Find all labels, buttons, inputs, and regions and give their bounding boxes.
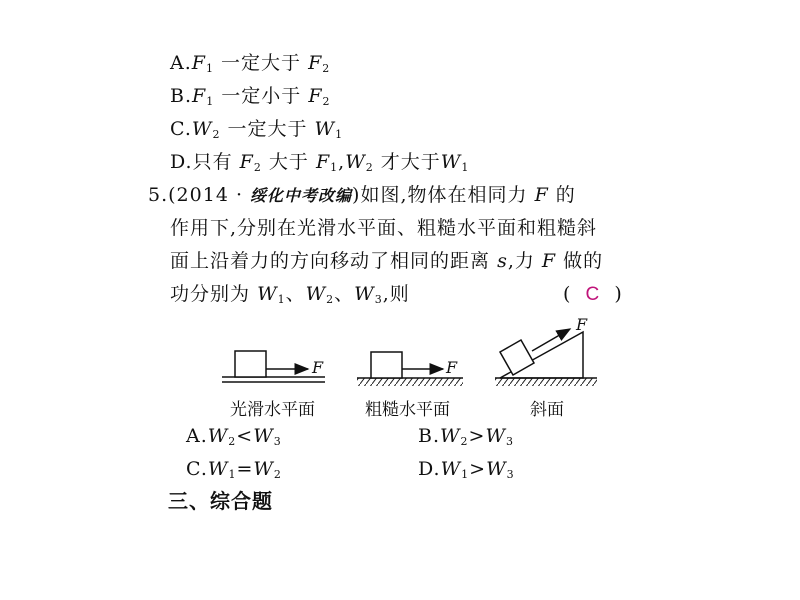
- smooth-surface-diagram: [222, 351, 325, 382]
- incline-ground-hatch: [495, 378, 597, 386]
- question-5-line-4: 功分别为 $W_1$、$W_2$、$W_3$,则: [170, 283, 410, 306]
- question-5-line-1: 5.(2014 · 绥化中考改编)如图,物体在相同力 F 的: [148, 184, 576, 206]
- answer-letter: C: [585, 284, 601, 305]
- force-label-smooth: F: [312, 358, 324, 377]
- option-4c: $C.W_2$ 一定大于 $W_1$: [170, 118, 344, 141]
- block-incline: [500, 340, 534, 375]
- block-rough: [371, 352, 402, 378]
- option-5c: $C.W_1=W_2$: [186, 458, 282, 481]
- section-heading: 三、综合题: [168, 489, 273, 513]
- force-label-incline: F: [576, 315, 588, 334]
- caption-incline: 斜面: [530, 400, 564, 420]
- block-smooth: [235, 351, 266, 377]
- force-arrow-incline: [532, 329, 570, 351]
- option-5b: $B.W_2>W_3$: [418, 425, 514, 448]
- option-5a: $A.W_2<W_3$: [186, 425, 282, 448]
- question-5-line-2: 作用下,分别在光滑水平面、粗糙水平面和粗糙斜: [170, 217, 598, 239]
- question-number: 5.: [148, 184, 169, 206]
- rough-surface-hatch: [357, 378, 463, 386]
- incline-diagram: [495, 329, 597, 386]
- option-4b: $B.F_1$ 一定小于 $F_2$: [170, 85, 331, 108]
- caption-smooth: 光滑水平面: [230, 400, 315, 420]
- source-label: 绥化中考改编: [250, 186, 353, 205]
- option-5d: $D.W_1>W_3$: [418, 458, 515, 481]
- force-label-rough: F: [446, 358, 458, 377]
- answer-bracket: ( C ): [563, 283, 623, 305]
- question-5-line-3: 面上沿着力的方向移动了相同的距离 s,力 F 做的: [170, 250, 604, 272]
- option-4a: $A.F_1$ 一定大于 $F_2$: [170, 52, 331, 75]
- option-4d: D.只有 $F_2$ 大于 $F_1,W_2$ 才大于$W_1$: [170, 151, 470, 174]
- caption-rough: 粗糙水平面: [365, 400, 450, 420]
